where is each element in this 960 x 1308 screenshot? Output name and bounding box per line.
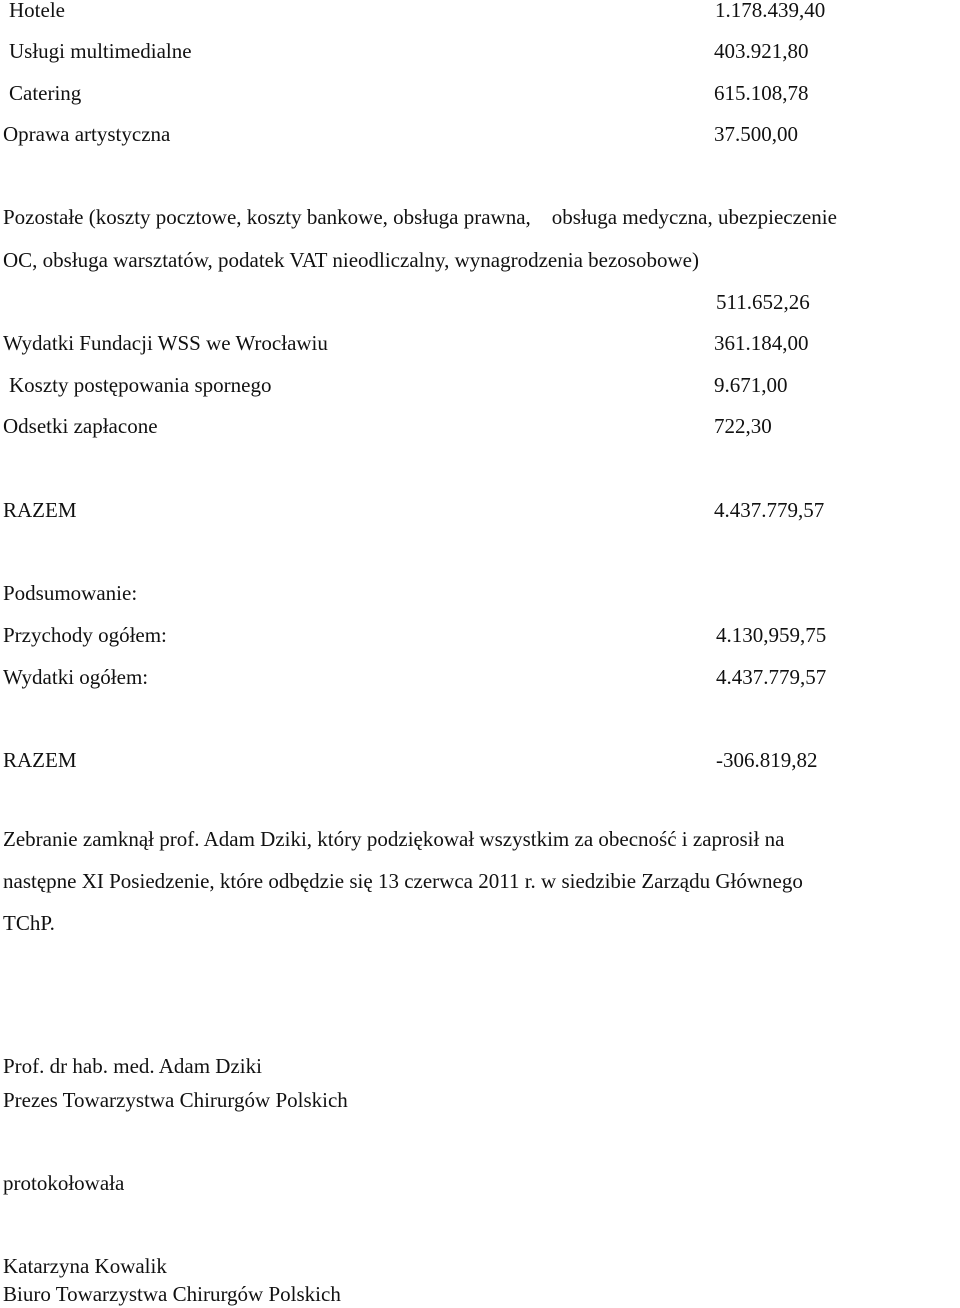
expense-label: Usługi multimedialne: [9, 39, 192, 63]
expense-amount: 361.184,00: [714, 331, 809, 355]
signatory-title: Prezes Towarzystwa Chirurgów Polskich: [3, 1088, 348, 1112]
other-costs-line: Pozostałe (koszty pocztowe, koszty bankowe, obsługa prawna, obsługa medyczna, ubezpieczenie: [3, 205, 837, 229]
balance-label: RAZEM: [3, 748, 77, 772]
expenses-total-label: Wydatki ogółem:: [3, 665, 149, 689]
minutes-author-office: Biuro Towarzystwa Chirurgów Polskich: [3, 1282, 341, 1306]
total-amount: 4.437.779,57: [714, 498, 825, 522]
closing-line: Zebranie zamknął prof. Adam Dziki, który podziękował wszystkim za obecność i zaprosił na: [3, 827, 785, 851]
expenses-total-amount: 4.437.779,57: [716, 665, 827, 689]
expense-amount: 403.921,80: [714, 39, 809, 63]
expense-amount: 511.652,26: [716, 290, 810, 314]
expense-label: Odsetki zapłacone: [3, 414, 158, 438]
closing-line: TChP.: [3, 911, 55, 935]
closing-line: następne XI Posiedzenie, które odbędzie się 13 czerwca 2011 r. w siedzibie Zarządu Głównego: [3, 869, 803, 893]
signatory-name: Prof. dr hab. med. Adam Dziki: [3, 1054, 262, 1078]
income-label: Przychody ogółem:: [3, 623, 167, 647]
expense-amount: 9.671,00: [714, 373, 788, 397]
total-label: RAZEM: [3, 498, 77, 522]
expense-amount: 1.178.439,40: [715, 0, 826, 22]
expense-label: Catering: [9, 81, 82, 105]
minutes-author-name: Katarzyna Kowalik: [3, 1254, 167, 1278]
expense-label: Oprawa artystyczna: [3, 122, 171, 146]
minutes-label: protokołowała: [3, 1171, 125, 1195]
expense-label: Hotele: [9, 0, 65, 22]
expense-amount: 615.108,78: [714, 81, 809, 105]
expense-label: Koszty postępowania spornego: [9, 373, 272, 397]
expense-label: Wydatki Fundacji WSS we Wrocławiu: [3, 331, 328, 355]
expense-amount: 722,30: [714, 414, 772, 438]
expense-amount: 37.500,00: [714, 122, 798, 146]
income-amount: 4.130,959,75: [716, 623, 827, 647]
other-costs-line: OC, obsługa warsztatów, podatek VAT nieodliczalny, wynagrodzenia bezosobowe): [3, 248, 699, 272]
summary-heading: Podsumowanie:: [3, 581, 138, 605]
balance-amount: -306.819,82: [716, 748, 818, 772]
